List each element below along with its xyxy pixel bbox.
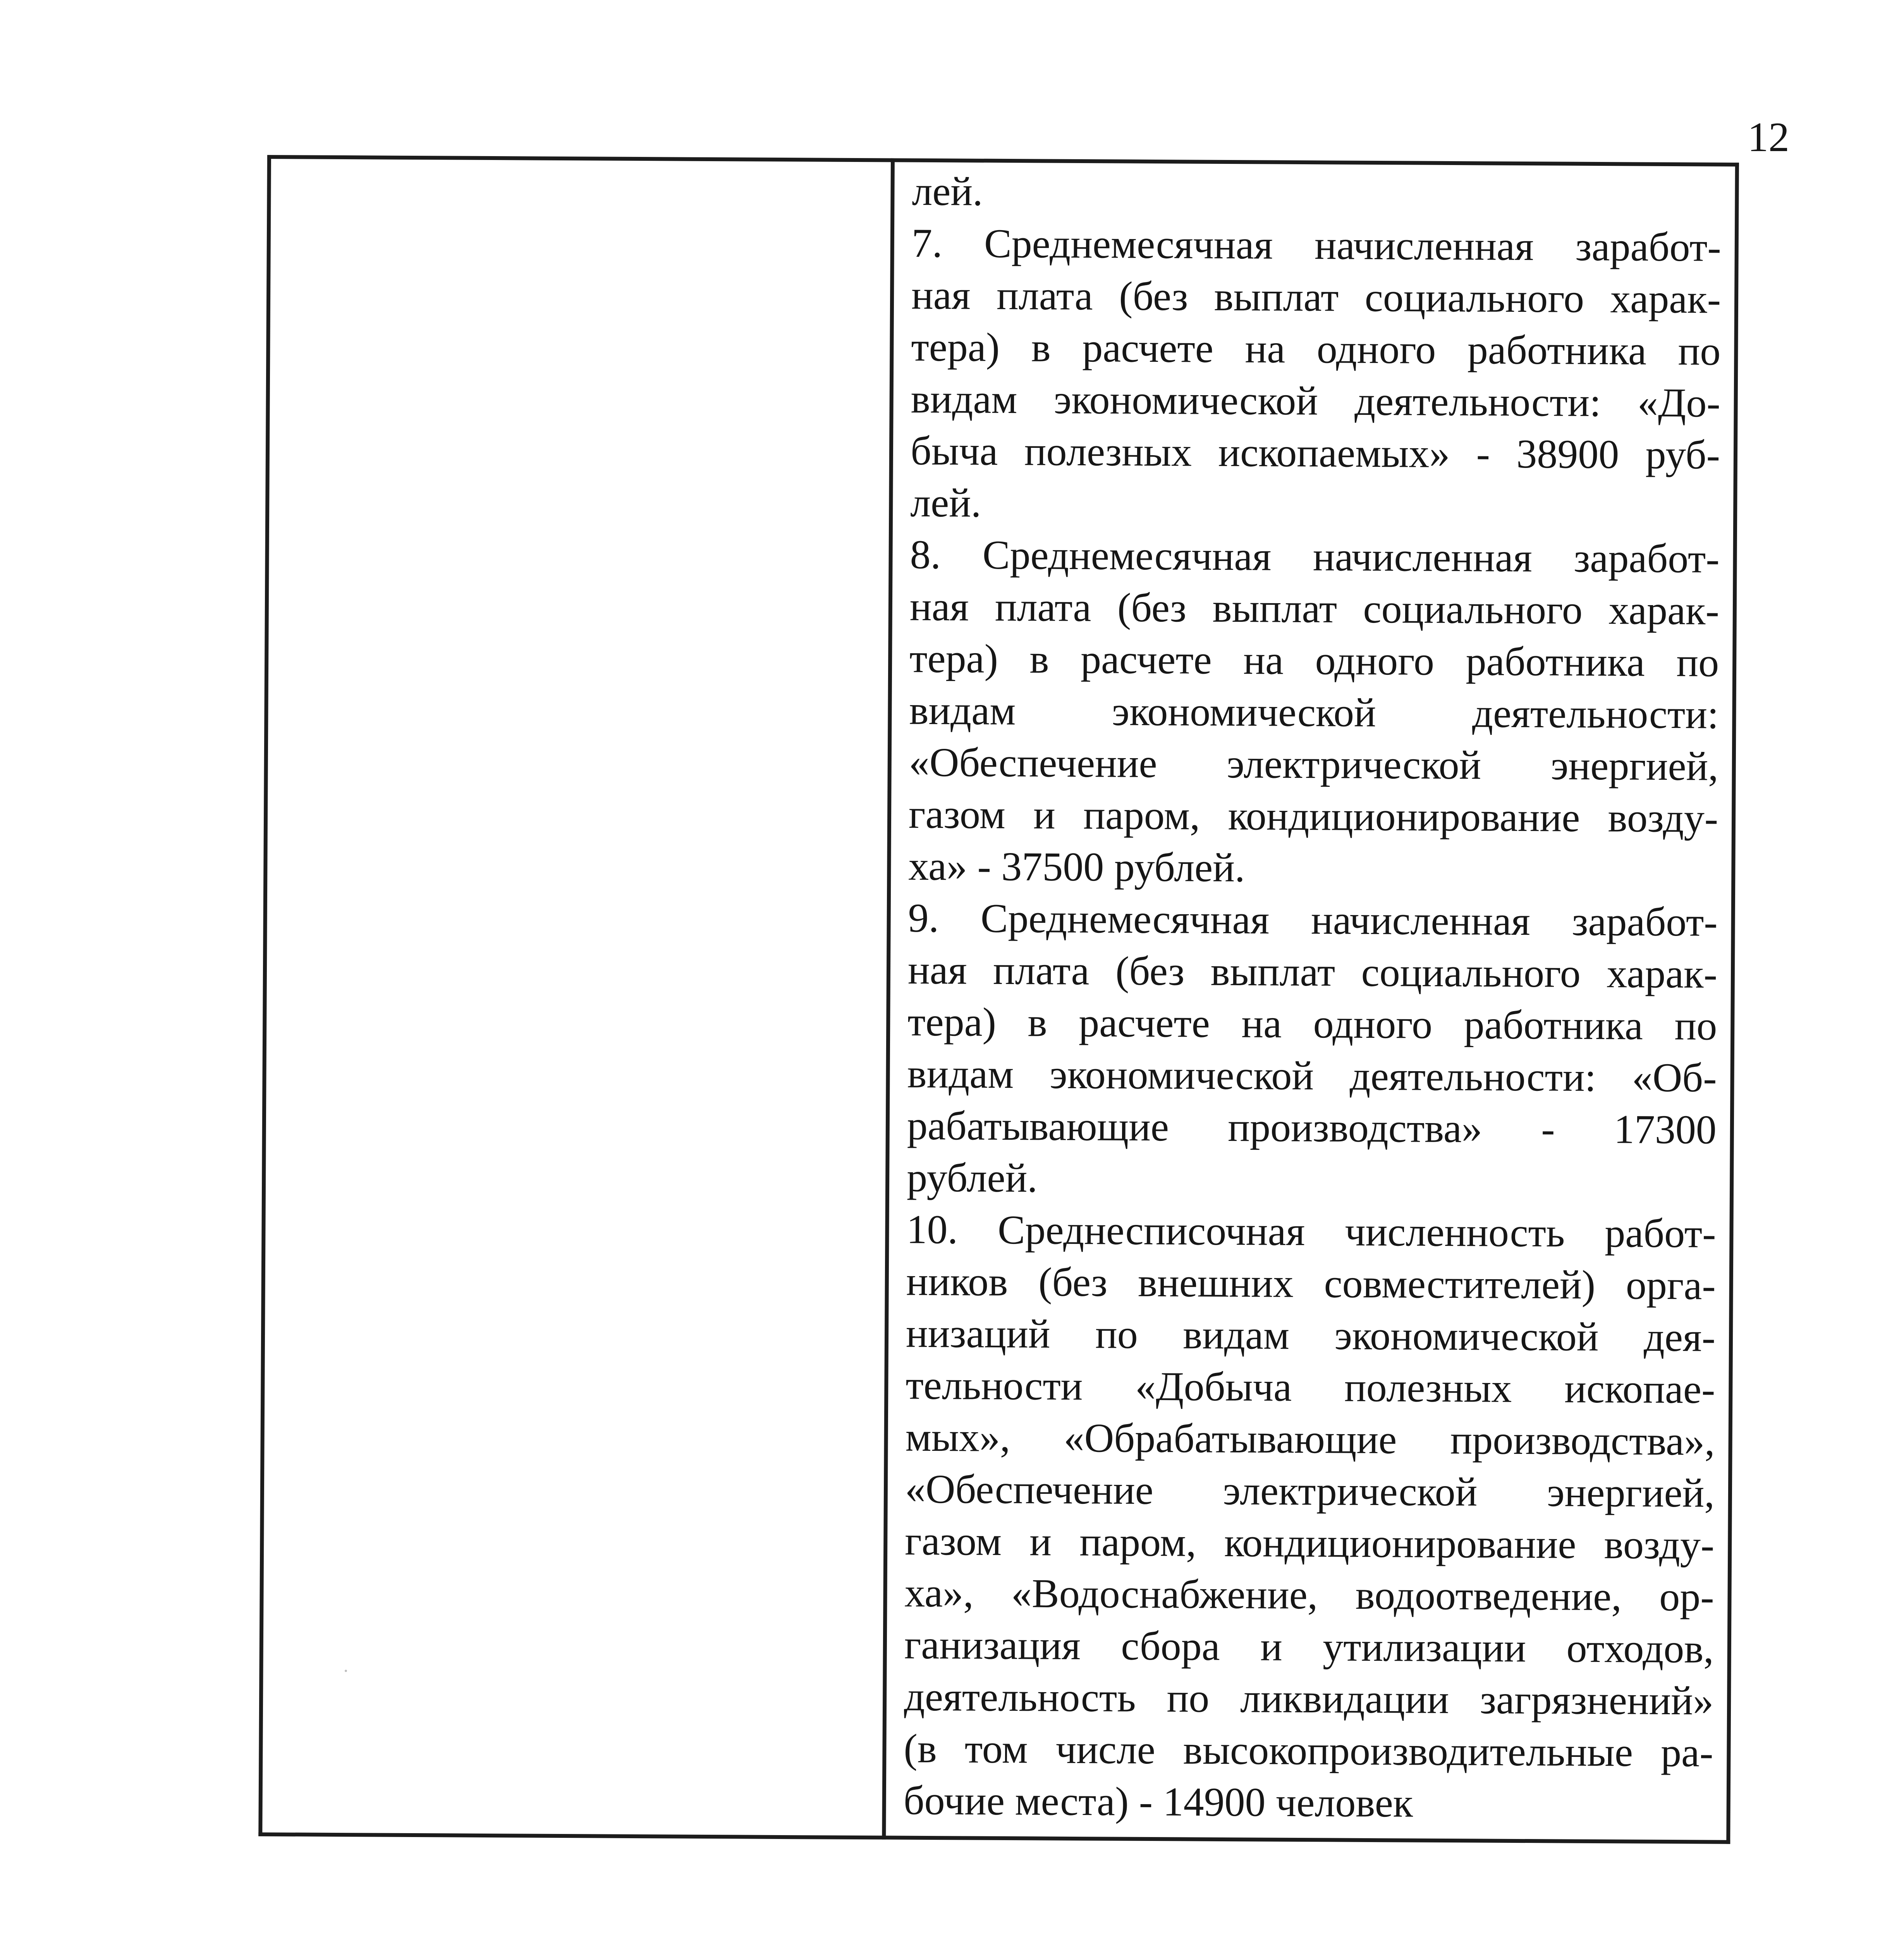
text-line: ников (без внешних совместителей) орга- — [906, 1258, 1716, 1308]
text-line: ганизация сбора и утилизации отходов, — [904, 1622, 1714, 1672]
text-line: 7. Среднемесячная начисленная заработ- — [911, 220, 1722, 270]
text-line: лей. — [912, 168, 983, 214]
text-line: видам экономической деятельности: «Об- — [907, 1051, 1717, 1101]
text-line: рублей. — [906, 1154, 1038, 1201]
text-line: деятельность по ликвидации загрязнений» — [904, 1674, 1714, 1724]
text-line: 8. Среднемесячная начисленная заработ- — [910, 532, 1720, 581]
text-line: ная плата (без выплат социального харак- — [907, 947, 1718, 997]
text-line: тера) в расчете на одного работника по — [911, 324, 1721, 374]
text-line: газом и паром, кондиционирование возду- — [908, 791, 1718, 841]
table-border-right — [1726, 163, 1739, 1844]
text-line: бочие места) - 14900 человек — [903, 1777, 1413, 1826]
text-line: тера) в расчете на одного работника по — [907, 999, 1717, 1049]
text-line: рабатывающие производства» - 17300 — [907, 1103, 1717, 1153]
text-line: «Обеспечение электрической энергией, — [905, 1466, 1715, 1516]
scan-speck — [345, 1670, 347, 1672]
page-number: 12 — [1748, 114, 1789, 160]
text-line: тельности «Добыча полезных ископае- — [906, 1362, 1715, 1412]
text-line: видам экономической деятельности: — [909, 687, 1719, 737]
text-line: тера) в расчете на одного работника по — [909, 635, 1719, 685]
text-line: низаций по видам экономической дея- — [906, 1310, 1716, 1360]
text-line: мых», «Обрабатывающие производства», — [905, 1414, 1715, 1464]
text-line: видам экономической деятельности: «До- — [911, 376, 1721, 426]
text-line: 10. Среднесписочная численность работ- — [906, 1206, 1716, 1256]
text-line: ха» - 37500 рублей. — [908, 843, 1245, 891]
text-line: ная плата (без выплат социального харак- — [911, 272, 1721, 322]
text-line: газом и паром, кондиционирование возду- — [904, 1518, 1715, 1568]
table-cell-right-text — [903, 165, 1721, 1836]
text-line: (в том числе высокопроизводительные ра- — [904, 1725, 1713, 1775]
text-line: 9. Среднемесячная начисленная заработ- — [908, 895, 1718, 945]
text-line: быча полезных ископаемых» - 38900 руб- — [910, 428, 1720, 478]
text-line: лей. — [910, 480, 981, 526]
text-line: ха», «Водоснабжение, водоотведение, ор- — [904, 1570, 1714, 1620]
text-line: «Обеспечение электрической энергией, — [909, 739, 1719, 789]
table-cell-left-empty — [262, 159, 891, 1836]
document-table — [258, 155, 1739, 1844]
text-line: ная плата (без выплат социального харак- — [909, 583, 1720, 633]
